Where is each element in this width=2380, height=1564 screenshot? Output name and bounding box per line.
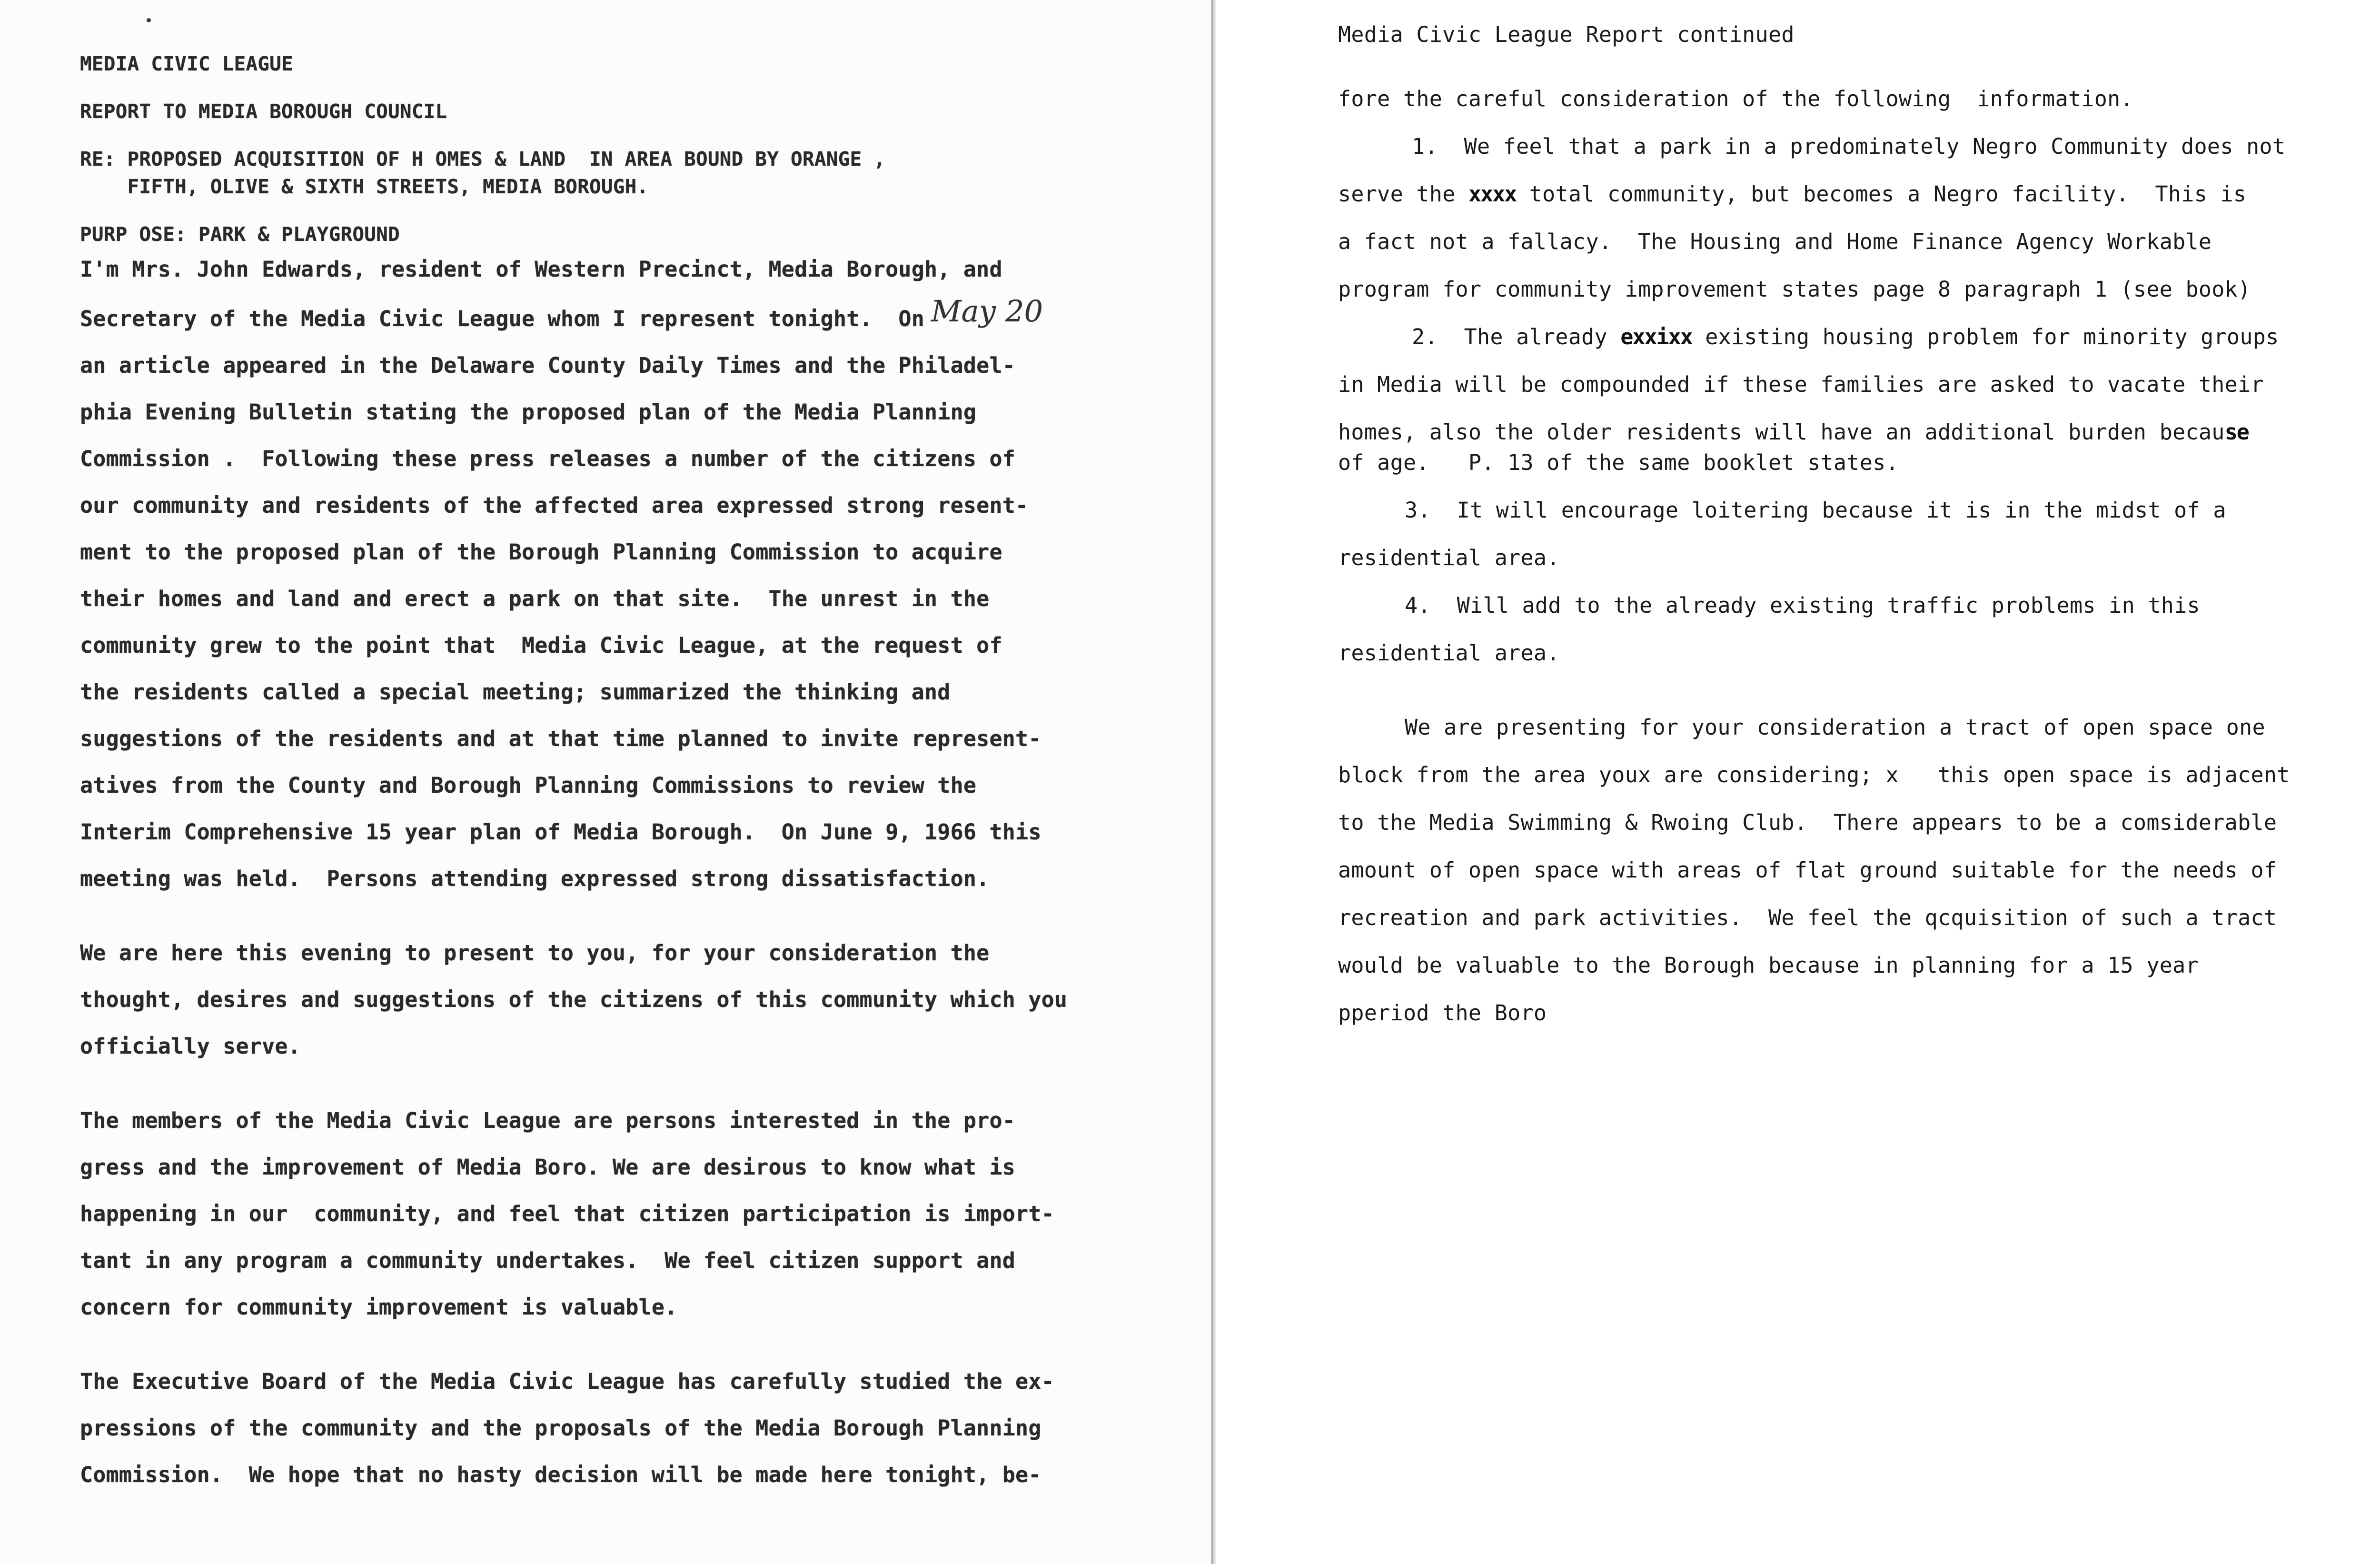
numbered-item-2 — [1302, 313, 2380, 487]
text-line — [1338, 313, 2380, 361]
text-line: thought, desires and suggestions of the citizens of this community which you — [80, 987, 1068, 1012]
text-line: concern for community improvement is valuable. — [80, 1295, 678, 1320]
text-line: atives from the County and Borough Planning Commissions to review the — [80, 773, 977, 798]
text-line: We are here this evening to present to you, for your consideration the — [80, 940, 990, 966]
text-span: homes, also the older residents will have an additional burden becau — [1338, 419, 2225, 445]
text-line: The Executive Board of the Media Civic League has carefully studied the ex- — [80, 1369, 1054, 1394]
paragraph-members — [80, 1097, 1211, 1331]
text-line: phia Evening Bulletin stating the proposed plan of the Media Planning — [80, 399, 977, 425]
text-line: recreation and park activities. We feel the qcquisition of such a tract — [1338, 905, 2277, 930]
text-line: ment to the proposed plan of the Borough Planning Commission to acquire — [80, 539, 1002, 565]
numbered-item-4 — [1302, 582, 2380, 677]
re-block — [80, 145, 1211, 200]
page-gutter-divider — [1211, 0, 1216, 1564]
paragraph-introduction — [80, 246, 1211, 902]
text-line: Commission . Following these press releases a number of the citizens of — [80, 446, 1016, 471]
text-line: I'm Mrs. John Edwards, resident of Western Precinct, Media Borough, and — [80, 257, 1002, 282]
text-line: meeting was held. Persons attending expressed strong dissatisfaction. — [80, 866, 990, 891]
text-line: their homes and land and erect a park on that site. The unrest in the — [80, 586, 990, 611]
text-line: our community and residents of the affected area expressed strong resent- — [80, 493, 1029, 518]
text-line: suggestions of the residents and at that time planned to invite represent- — [80, 726, 1041, 751]
text-line: officially serve. — [80, 1034, 301, 1059]
text-line: gress and the improvement of Media Boro. We are desirous to know what is — [80, 1155, 1016, 1180]
text-line: tant in any program a community undertakes. We feel citizen support and — [80, 1248, 1016, 1273]
org-heading: MEDIA CIVIC LEAGUE — [80, 52, 293, 75]
struck-out-text: se — [2224, 419, 2249, 445]
text-line: community grew to the point that Media Civic League, at the request of — [80, 633, 1002, 658]
text-line: residential area. — [1338, 640, 1560, 666]
text-line: 3. It will encourage loitering because it is in the midst of a — [1405, 498, 2226, 523]
text-line: We are presenting for your consideration a tract of open space one — [1405, 715, 2265, 740]
paper-speck — [147, 18, 151, 22]
purpose-line: PURP OSE: PARK & PLAYGROUND — [80, 223, 400, 246]
text-line: 4. Will add to the already existing traffic problems in this — [1405, 593, 2200, 618]
text-line: Interim Comprehensive 15 year plan of Media Borough. On June 9, 1966 this — [80, 819, 1041, 845]
text-line: 1. We feel that a park in a predominately Negro Community does not — [1412, 134, 2286, 159]
text-line — [80, 293, 1211, 342]
paragraph-executive-board — [80, 1358, 1211, 1498]
text-line: Commission. We hope that no hasty decision will be made here tonight, be- — [80, 1462, 1041, 1487]
text-span: 2. The already — [1412, 324, 1621, 349]
re-line: RE: PROPOSED ACQUISITION OF H OMES & LAND IN AREA BOUND BY ORANGE , — [80, 148, 886, 170]
struck-out-text: exxixx — [1620, 324, 1692, 349]
right-page — [1216, 0, 2380, 1564]
text-line: amount of open space with areas of flat ground suitable for the needs of — [1338, 857, 2277, 883]
text-span: total community, but becomes a Negro facility. This is — [1516, 181, 2247, 207]
report-heading: REPORT TO MEDIA BOROUGH COUNCIL — [80, 100, 447, 123]
text-line: would be valuable to the Borough because in planning for a 15 year — [1338, 953, 2199, 978]
text-line: an article appeared in the Delaware County Daily Times and the Philadel- — [80, 353, 1016, 378]
struck-out-text: xxxx — [1468, 181, 1517, 207]
re-line: FIFTH, OLIVE & SIXTH STREETS, MEDIA BOROUGH. — [80, 175, 649, 198]
text-line: residential area. — [1338, 545, 1560, 570]
text-line: happening in our community, and feel that citizen participation is import- — [80, 1201, 1054, 1226]
text-line: in Media will be compounded if these families are asked to vacate their — [1338, 372, 2264, 397]
text-line: block from the area youx are considering; x this open space is adjacent — [1338, 762, 2290, 787]
continuation-header: Media Civic League Report continued — [1338, 22, 1795, 47]
intro-line: fore the careful consideration of the following information. — [1338, 86, 2133, 111]
paragraph-alternative-tract — [1302, 704, 2380, 1037]
text-span: serve the — [1338, 181, 1468, 207]
text-line: to the Media Swimming & Rwoing Club. There appears to be a comsiderable — [1338, 810, 2277, 835]
text-span: existing housing problem for minority groups — [1692, 324, 2279, 349]
handwritten-date: May 20 — [931, 294, 1043, 329]
text-line: pressions of the community and the proposals of the Media Borough Planning — [80, 1415, 1041, 1441]
text-line: the residents called a special meeting; summarized the thinking and — [80, 679, 951, 705]
numbered-item-1 — [1302, 123, 2380, 313]
text-line — [1338, 170, 2380, 218]
text-line: a fact not a fallacy. The Housing and Home Finance Agency Workable — [1338, 229, 2212, 254]
text-line: program for community improvement states page 8 paragraph 1 (see book) — [1338, 277, 2251, 302]
text-span: Secretary of the Media Civic League whom I represent tonight. On — [80, 306, 924, 331]
text-line: The members of the Media Civic League are persons interested in the pro- — [80, 1108, 1016, 1133]
text-line: pperiod the Boro — [1338, 1000, 1547, 1026]
numbered-item-3 — [1302, 487, 2380, 582]
text-line: of age. P. 13 of the same booklet states. — [1338, 450, 1899, 475]
paragraph-purpose-statement — [80, 930, 1211, 1070]
